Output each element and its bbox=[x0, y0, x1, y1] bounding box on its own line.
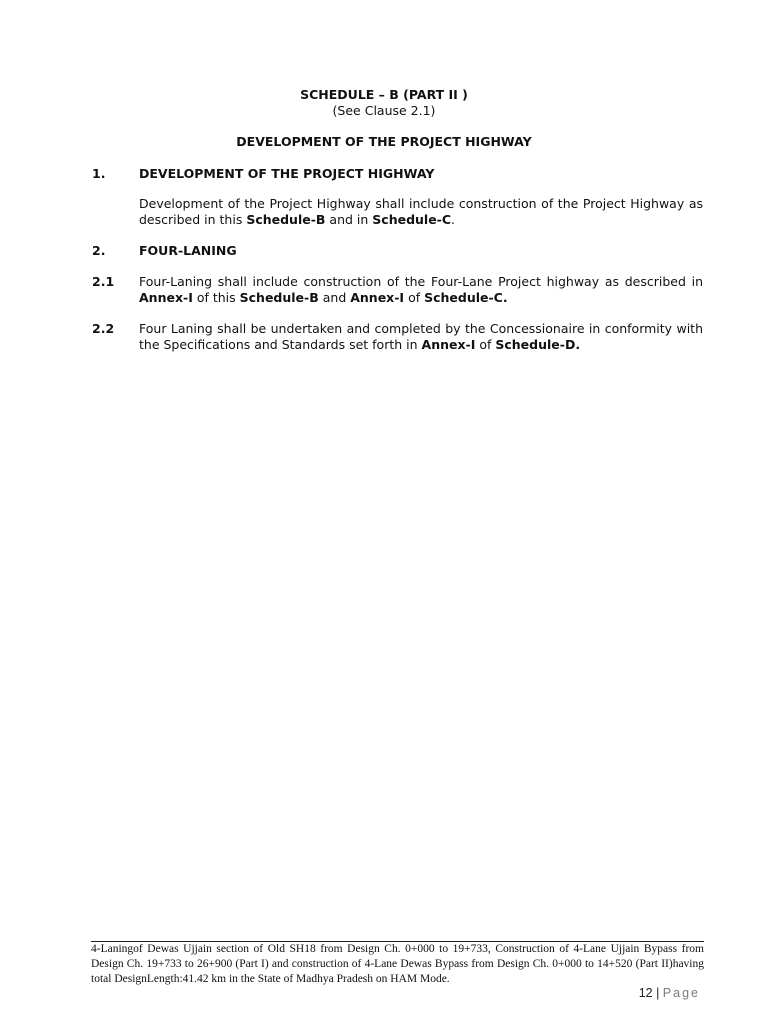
section-1-text: Development of the Project Highway shall include construction of the Project Highway as described in this bbox=[139, 196, 703, 227]
clause-reference: (See Clause 2.1) bbox=[332, 103, 436, 118]
annex-i-ref: Annex-I bbox=[421, 337, 476, 352]
section-2-1-text: and bbox=[318, 290, 351, 305]
annex-i-ref: Annex-I bbox=[350, 290, 405, 305]
annex-i-ref: Annex-I bbox=[139, 290, 193, 305]
schedule-c-ref: Schedule-C. bbox=[424, 290, 508, 305]
schedule-d-ref: Schedule-D. bbox=[495, 337, 581, 352]
footer-project-description: 4-Laningof Dewas Ujjain section of Old SH18 from Design Ch. 0+000 to 19+733, Construction of 4-Lane Ujjain Bypass from Design Ch. 19+733 to 26+900 (Part I) and construction of 4-Lane Dewas Bypass from Design Ch. 0+000 to 14+520 (Part II)having total DesignLength:41.42 km in the State of Madhya Pradesh on HAM Mode. bbox=[91, 943, 704, 985]
section-2-1-number: 2.1 bbox=[92, 274, 115, 289]
section-2-heading: FOUR-LANING bbox=[139, 243, 237, 258]
section-2-1-text: of this bbox=[192, 290, 240, 305]
section-2-2-paragraph bbox=[139, 321, 703, 353]
section-1-paragraph bbox=[139, 196, 703, 228]
section-2-1-paragraph bbox=[139, 274, 703, 306]
section-1-text: and in bbox=[325, 212, 373, 227]
page-number-footer bbox=[639, 986, 700, 1000]
section-2-number: 2. bbox=[92, 243, 106, 258]
page-number: 12 bbox=[638, 986, 653, 1000]
page-label: Page bbox=[662, 986, 700, 1000]
section-2-2-number: 2.2 bbox=[92, 321, 115, 336]
section-1-heading: DEVELOPMENT OF THE PROJECT HIGHWAY bbox=[139, 166, 435, 181]
section-2-2-text: of bbox=[475, 337, 496, 352]
section-1-text: . bbox=[451, 212, 456, 227]
schedule-b-ref: Schedule-B bbox=[239, 290, 319, 305]
schedule-title: SCHEDULE – B (PART II ) bbox=[300, 87, 468, 102]
section-2-2-text: Four Laning shall be undertaken and completed by the Concessionaire in conformity with the Specifications and Standards set forth in bbox=[139, 321, 703, 352]
section-2-1-text: Four-Laning shall include construction of the Four-Lane Project highway as described in bbox=[139, 274, 703, 289]
schedule-b-ref: Schedule-B bbox=[246, 212, 326, 227]
document-main-title: DEVELOPMENT OF THE PROJECT HIGHWAY bbox=[236, 134, 532, 149]
schedule-c-ref: Schedule-C bbox=[372, 212, 452, 227]
section-2-1-text: of bbox=[404, 290, 425, 305]
page-separator: | bbox=[652, 986, 663, 1000]
section-1-number: 1. bbox=[92, 166, 106, 181]
